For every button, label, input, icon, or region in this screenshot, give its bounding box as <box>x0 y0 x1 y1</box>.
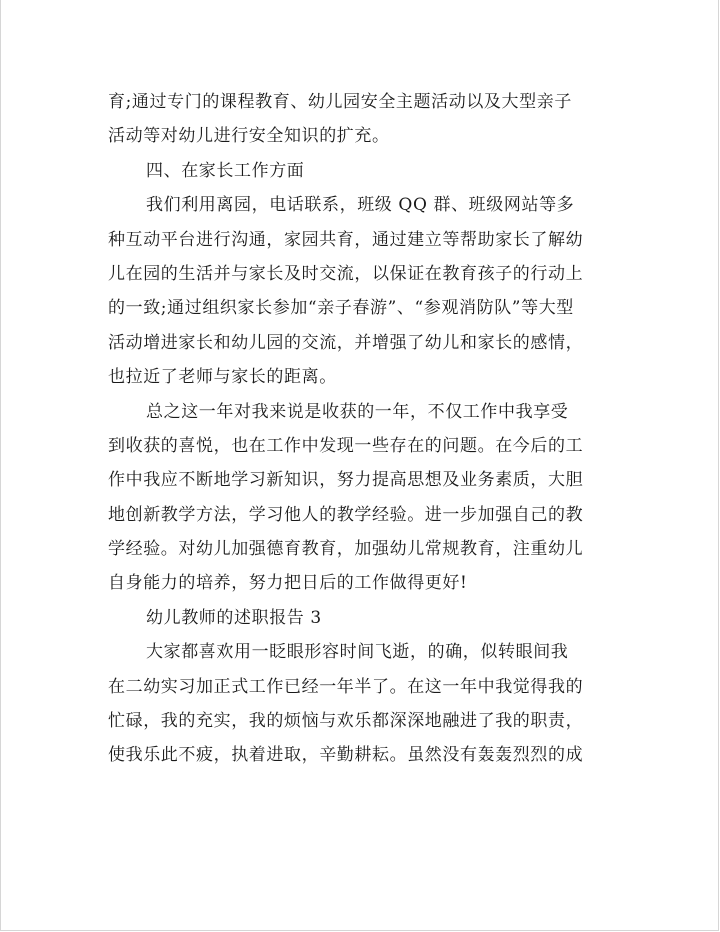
text-line: 活动等对幼儿进行安全知识的扩充。 <box>108 126 390 147</box>
text-line: 的一致;通过组织家长参加“亲子春游”、“参观消防队”等大型 <box>108 298 574 319</box>
text-line: 忙碌，我的充实，我的烦恼与欢乐都深深地融进了我的职责， <box>108 711 584 732</box>
text-line: 地创新教学方法，学习他人的教学经验。进一步加强自己的教 <box>108 504 584 525</box>
text-line: 育;通过专门的课程教育、幼儿园安全主题活动以及大型亲子 <box>108 92 572 112</box>
text-line: 活动增进家长和幼儿园的交流，并增强了幼儿和家长的感情， <box>108 332 584 353</box>
text-line: 使我乐此不疲，执着进取，辛勤耕耘。虽然没有轰轰烈烈的成 <box>108 745 584 766</box>
text-line: 大家都喜欢用一眨眼形容时间飞逝，的确，似转眼间我 <box>146 642 569 663</box>
section-heading: 四、在家长工作方面 <box>146 160 305 181</box>
text-line: 总之这一年对我来说是收获的一年，不仅工作中我享受 <box>146 401 569 422</box>
text-line: 我们利用离园，电话联系，班级 QQ 群、班级网站等多 <box>146 195 575 216</box>
text-line: 学经验。对幼儿加强德育教育，加强幼儿常规教育，注重幼儿 <box>108 539 584 560</box>
text-line: 自身能力的培养，努力把日后的工作做得更好! <box>108 573 468 594</box>
text-line: 种互动平台进行沟通，家园共育，通过建立等帮助家长了解幼 <box>108 229 584 250</box>
text-line: 作中我应不断地学习新知识，努力提高思想及业务素质，大胆 <box>108 470 584 491</box>
text-line: 儿在园的生活并与家长及时交流，以保证在教育孩子的行动上 <box>108 263 584 284</box>
report-title: 幼儿教师的述职报告 3 <box>146 607 322 628</box>
document-body <box>108 85 618 773</box>
text-line: 到收获的喜悦，也在工作中发现一些存在的问题。在今后的工 <box>108 435 584 456</box>
text-line: 在二幼实习加正式工作已经一年半了。在这一年中我觉得我的 <box>108 676 584 697</box>
text-line: 也拉近了老师与家长的距离。 <box>108 367 337 388</box>
